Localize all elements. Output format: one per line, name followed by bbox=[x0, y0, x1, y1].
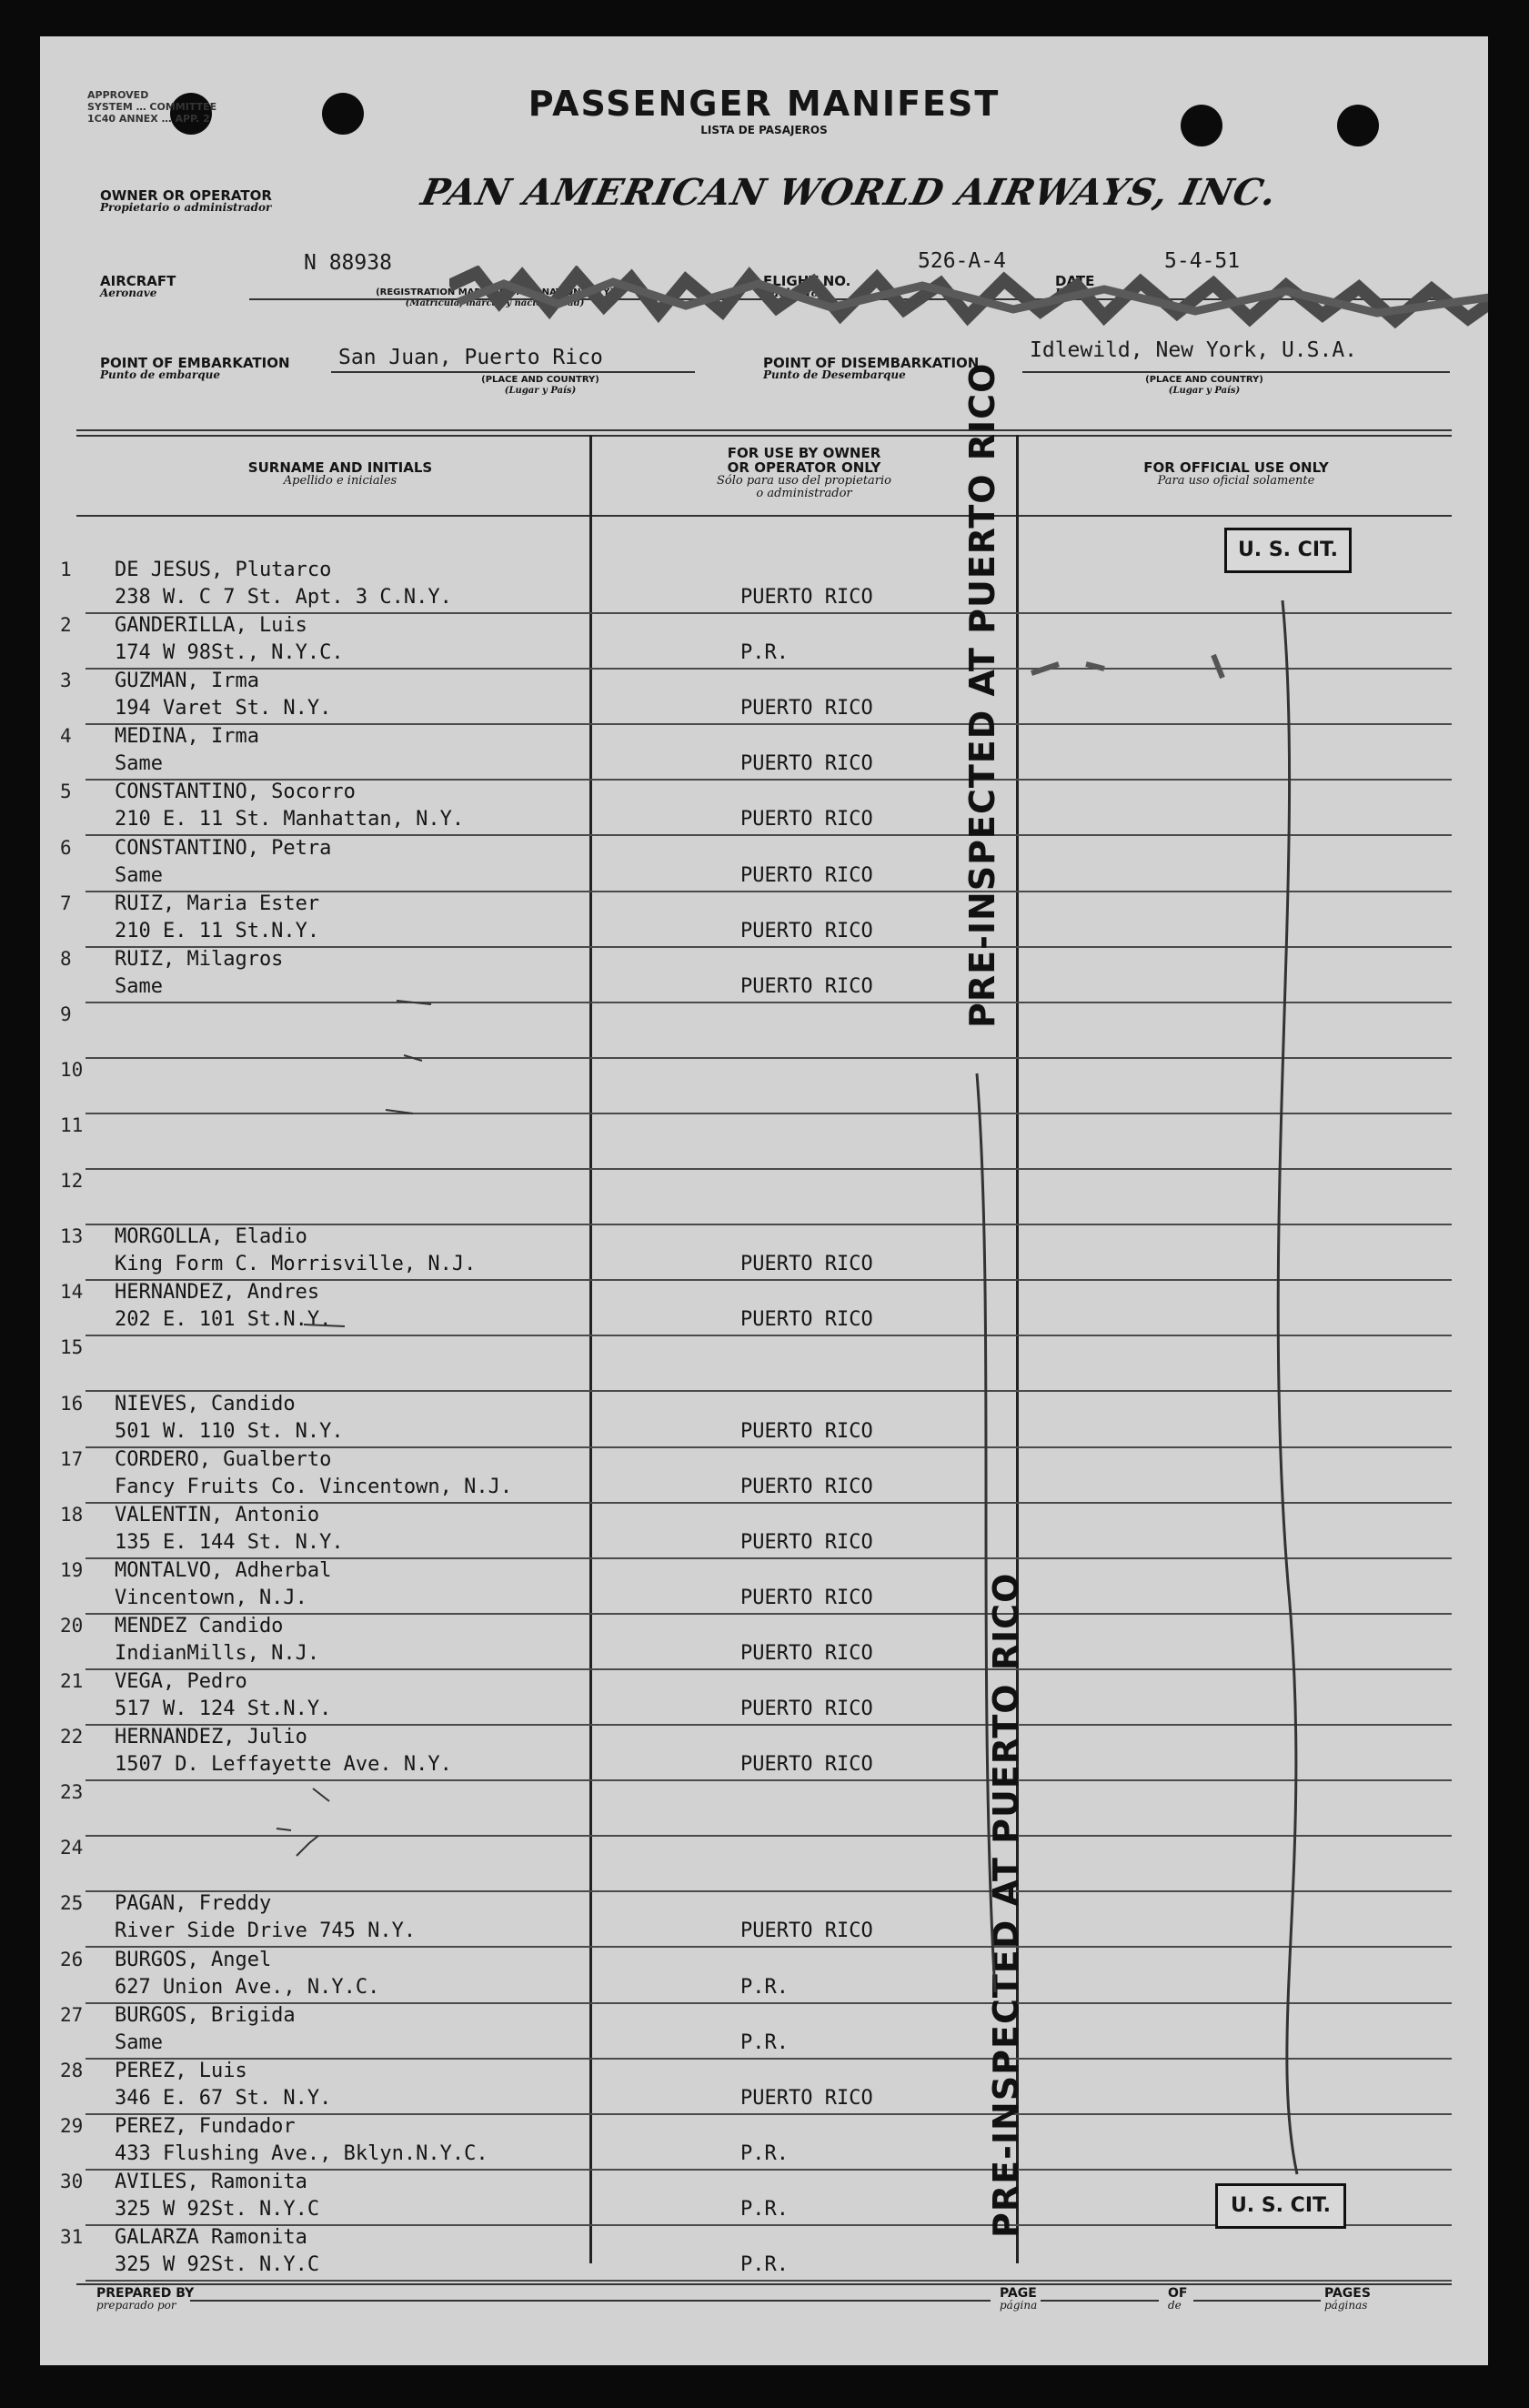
row-number: 5 bbox=[60, 781, 72, 803]
passenger-address: 210 E. 11 St. Manhattan, N.Y. bbox=[115, 808, 465, 831]
passenger-name: RUIZ, Maria Ester bbox=[115, 892, 320, 915]
row-number: 25 bbox=[60, 1892, 84, 1915]
row-number: 18 bbox=[60, 1503, 84, 1526]
passenger-row bbox=[40, 1393, 1488, 1448]
row-number: 13 bbox=[60, 1225, 84, 1248]
passenger-name: VEGA, Pedro bbox=[115, 1670, 247, 1693]
passenger-name: RUIZ, Milagros bbox=[115, 947, 284, 971]
date-label: DATE bbox=[1055, 273, 1095, 289]
us-citizen-stamp-top: U. S. CIT. bbox=[1224, 528, 1352, 573]
aircraft-label: AIRCRAFT bbox=[100, 273, 176, 289]
embark-place-note: (PLACE AND COUNTRY) (Lugar y País) bbox=[481, 375, 599, 396]
row-number: 4 bbox=[60, 725, 72, 748]
row-number: 31 bbox=[60, 2226, 84, 2248]
redaction-scribble bbox=[449, 266, 1488, 329]
passenger-nationality: P.R. bbox=[740, 2141, 789, 2165]
passenger-nationality: PUERTO RICO bbox=[740, 1698, 873, 1720]
row-number: 10 bbox=[60, 1058, 84, 1081]
passenger-name: MEDINA, Irma bbox=[115, 725, 259, 749]
passenger-name: BURGOS, Brigida bbox=[115, 2003, 296, 2027]
disembark-value: Idlewild, New York, U.S.A. bbox=[1030, 338, 1358, 362]
approval-note: APPROVED SYSTEM … COMMITTEE 1C40 ANNEX … APP. 2 bbox=[87, 89, 217, 125]
passenger-name: VALENTIN, Antonio bbox=[115, 1503, 320, 1526]
passenger-address: River Side Drive 745 N.Y. bbox=[115, 1919, 417, 1943]
col-header-official: FOR OFFICIAL USE ONLY Para uso oficial solamente bbox=[1143, 459, 1329, 488]
manifest-sheet bbox=[40, 36, 1488, 2365]
passenger-address: 346 E. 67 St. N.Y. bbox=[115, 2086, 332, 2110]
row-number: 11 bbox=[60, 1114, 84, 1136]
flight-label-es: Vuelo No. bbox=[763, 287, 822, 299]
row-number: 20 bbox=[60, 1614, 84, 1637]
row-number: 6 bbox=[60, 836, 72, 859]
passenger-address: Vincentown, N.J. bbox=[115, 1586, 307, 1609]
passenger-nationality: PUERTO RICO bbox=[740, 974, 873, 998]
aircraft-label-es: Aeronave bbox=[100, 287, 157, 299]
passenger-row bbox=[40, 1336, 1488, 1392]
passenger-nationality: PUERTO RICO bbox=[740, 1641, 873, 1665]
passenger-row bbox=[40, 1949, 1488, 2004]
passenger-address: 501 W. 110 St. N.Y. bbox=[115, 1419, 344, 1443]
passenger-nationality: PUERTO RICO bbox=[740, 1419, 873, 1443]
passenger-row bbox=[40, 2226, 1488, 2282]
row-number: 12 bbox=[60, 1170, 84, 1193]
flight-value: 526-A-4 bbox=[918, 249, 1006, 273]
row-number: 26 bbox=[60, 1948, 84, 1970]
passenger-row bbox=[40, 1559, 1488, 1615]
passenger-name: DE JESUS, Plutarco bbox=[115, 559, 332, 581]
passenger-address: 325 W 92St. N.Y.C bbox=[115, 2253, 320, 2276]
passenger-row bbox=[40, 2004, 1488, 2060]
passenger-nationality: PUERTO RICO bbox=[740, 1308, 873, 1332]
passenger-address: IndianMills, N.J. bbox=[115, 1641, 320, 1665]
passenger-nationality: PUERTO RICO bbox=[740, 586, 873, 609]
passenger-address: Fancy Fruits Co. Vincentown, N.J. bbox=[115, 1475, 513, 1498]
passenger-address: 135 E. 144 St. N.Y. bbox=[115, 1530, 344, 1554]
col-header-surname: SURNAME AND INITIALS Apellido e iniciales bbox=[247, 459, 433, 488]
disembark-place-note: (PLACE AND COUNTRY) (Lugar y País) bbox=[1145, 375, 1263, 396]
passenger-address: 1507 D. Leffayette Ave. N.Y. bbox=[115, 1753, 452, 1777]
passenger-nationality: PUERTO RICO bbox=[740, 808, 873, 831]
passenger-row bbox=[40, 1670, 1488, 1726]
row-number: 3 bbox=[60, 670, 72, 692]
passenger-nationality: PUERTO RICO bbox=[740, 697, 873, 720]
pre-inspected-stamp-top: PRE-INSPECTED AT PUERTO RICO bbox=[962, 362, 1002, 1028]
row-number: 16 bbox=[60, 1392, 84, 1415]
row-number: 28 bbox=[60, 2059, 84, 2081]
row-number: 29 bbox=[60, 2114, 84, 2137]
row-number: 7 bbox=[60, 892, 72, 914]
page-title: PASSENGER MANIFEST bbox=[528, 84, 1001, 124]
passenger-name: CORDERO, Gualberto bbox=[115, 1447, 332, 1471]
of-label: OF bbox=[1168, 2286, 1188, 2301]
row-rule bbox=[86, 2280, 1452, 2282]
disembark-label-es: Punto de Desembarque bbox=[763, 368, 906, 381]
passenger-nationality: P.R. bbox=[740, 1975, 789, 1999]
passenger-nationality: PUERTO RICO bbox=[740, 919, 873, 942]
row-number: 23 bbox=[60, 1781, 84, 1804]
passenger-row bbox=[40, 1003, 1488, 1059]
prepared-by-label: PREPARED BY bbox=[96, 2286, 195, 2301]
passenger-address: King Form C. Morrisville, N.J. bbox=[115, 1253, 477, 1276]
passenger-row bbox=[40, 614, 1488, 670]
passenger-nationality: PUERTO RICO bbox=[740, 752, 873, 776]
row-number: 14 bbox=[60, 1281, 84, 1304]
passenger-name: AVILES, Ramonita bbox=[115, 2170, 307, 2193]
airline-name: PAN AMERICAN WORLD AIRWAYS, INC. bbox=[417, 171, 1282, 214]
row-number: 17 bbox=[60, 1447, 84, 1470]
passenger-row bbox=[40, 1281, 1488, 1336]
passenger-address: Same bbox=[115, 752, 163, 776]
passenger-address: 210 E. 11 St.N.Y. bbox=[115, 919, 320, 942]
passenger-nationality: PUERTO RICO bbox=[740, 1530, 873, 1554]
passenger-nationality: PUERTO RICO bbox=[740, 1753, 873, 1777]
passenger-row bbox=[40, 2115, 1488, 2171]
passenger-row bbox=[40, 1170, 1488, 1225]
passenger-name: PEREZ, Luis bbox=[115, 2059, 247, 2082]
passenger-nationality: PUERTO RICO bbox=[740, 1919, 873, 1943]
passenger-row bbox=[40, 892, 1488, 948]
passenger-row bbox=[40, 1837, 1488, 1892]
passenger-nationality: P.R. bbox=[740, 641, 789, 665]
passenger-row bbox=[40, 725, 1488, 781]
passenger-row bbox=[40, 1781, 1488, 1837]
passenger-row bbox=[40, 1225, 1488, 1281]
passenger-name: PAGAN, Freddy bbox=[115, 1892, 272, 1916]
row-number: 1 bbox=[60, 559, 72, 580]
col-header-owner-use: FOR USE BY OWNER OR OPERATOR ONLY Sólo para uso del propietario o administrador bbox=[716, 445, 892, 500]
passenger-nationality: PUERTO RICO bbox=[740, 863, 873, 887]
row-number: 22 bbox=[60, 1726, 84, 1748]
disembark-label: POINT OF DISEMBARKATION bbox=[763, 355, 980, 371]
row-number: 24 bbox=[60, 1837, 84, 1859]
passenger-address: 517 W. 124 St.N.Y. bbox=[115, 1698, 332, 1720]
embark-label-es: Punto de embarque bbox=[100, 368, 220, 381]
row-number: 27 bbox=[60, 2003, 84, 2026]
us-citizen-stamp-bottom: U. S. CIT. bbox=[1215, 2183, 1346, 2229]
row-number: 9 bbox=[60, 1002, 72, 1025]
passenger-name: HERNANDEZ, Andres bbox=[115, 1281, 320, 1305]
passenger-address: 174 W 98St., N.Y.C. bbox=[115, 641, 344, 665]
passenger-nationality: PUERTO RICO bbox=[740, 1586, 873, 1609]
passenger-address: 433 Flushing Ave., Bklyn.N.Y.C. bbox=[115, 2141, 488, 2165]
pages-label-es: páginas bbox=[1324, 2299, 1368, 2312]
row-number: 30 bbox=[60, 2170, 84, 2192]
date-value: 5-4-51 bbox=[1164, 249, 1241, 273]
passenger-row bbox=[40, 781, 1488, 836]
pre-inspected-stamp-bottom: PRE-INSPECTED AT PUERTO RICO bbox=[986, 1572, 1026, 2238]
passenger-name: HERNANDEZ, Julio bbox=[115, 1726, 307, 1749]
aircraft-sub: (REGISTRATION MARKINGS AND NATIONALITY) (Matricula, marcas y nacionalidad) bbox=[376, 287, 614, 308]
passenger-name: NIEVES, Candido bbox=[115, 1392, 296, 1416]
passenger-name: BURGOS, Angel bbox=[115, 1948, 272, 1971]
passenger-nationality: PUERTO RICO bbox=[740, 1253, 873, 1276]
passenger-row bbox=[40, 1726, 1488, 1781]
passenger-nationality: P.R. bbox=[740, 2030, 789, 2054]
passenger-row bbox=[40, 1504, 1488, 1559]
passenger-name: PEREZ, Fundador bbox=[115, 2114, 296, 2138]
passenger-address: Same bbox=[115, 974, 163, 998]
of-label-es: de bbox=[1168, 2299, 1182, 2312]
passenger-name: MENDEZ Candido bbox=[115, 1614, 284, 1637]
embark-value: San Juan, Puerto Rico bbox=[338, 346, 603, 369]
passenger-row bbox=[40, 1892, 1488, 1948]
pages-label: PAGES bbox=[1324, 2286, 1371, 2301]
passenger-row bbox=[40, 1615, 1488, 1670]
prepared-by-label-es: preparado por bbox=[96, 2299, 176, 2312]
row-number: 15 bbox=[60, 1336, 84, 1359]
passenger-name: CONSTANTINO, Petra bbox=[115, 836, 332, 860]
date-label-es: Fecha bbox=[1055, 287, 1091, 299]
passenger-name: GUZMAN, Irma bbox=[115, 670, 259, 693]
row-number: 19 bbox=[60, 1558, 84, 1581]
passenger-address: Same bbox=[115, 2030, 163, 2054]
passenger-name: GALARZA Ramonita bbox=[115, 2226, 307, 2249]
passenger-row bbox=[40, 670, 1488, 725]
passenger-address: 202 E. 101 St.N.Y. bbox=[115, 1308, 332, 1332]
passenger-name: MORGOLLA, Eladio bbox=[115, 1225, 307, 1249]
passenger-row bbox=[40, 948, 1488, 1003]
embark-label: POINT OF EMBARKATION bbox=[100, 355, 290, 371]
passenger-nationality: P.R. bbox=[740, 2197, 789, 2221]
passenger-nationality: P.R. bbox=[740, 2253, 789, 2276]
row-number: 21 bbox=[60, 1670, 84, 1692]
passenger-address: Same bbox=[115, 863, 163, 887]
passenger-name: GANDERILLA, Luis bbox=[115, 614, 307, 638]
passenger-row bbox=[40, 1114, 1488, 1170]
passenger-row bbox=[40, 1059, 1488, 1114]
page-subtitle: LISTA DE PASAJEROS bbox=[700, 124, 828, 136]
passenger-row bbox=[40, 1448, 1488, 1504]
page-label: PAGE bbox=[1000, 2286, 1037, 2301]
row-number: 8 bbox=[60, 947, 72, 970]
passenger-address: 627 Union Ave., N.Y.C. bbox=[115, 1975, 380, 1999]
owner-label: OWNER OR OPERATOR bbox=[100, 187, 272, 204]
passenger-name: MONTALVO, Adherbal bbox=[115, 1558, 332, 1582]
passenger-address: 238 W. C 7 St. Apt. 3 C.N.Y. bbox=[115, 586, 452, 609]
passenger-nationality: PUERTO RICO bbox=[740, 2086, 873, 2110]
passenger-row bbox=[40, 837, 1488, 892]
passenger-address: 194 Varet St. N.Y. bbox=[115, 697, 332, 720]
flight-label: FLIGHT NO. bbox=[763, 273, 851, 289]
passenger-row bbox=[40, 2060, 1488, 2115]
aircraft-value: N 88938 bbox=[304, 251, 392, 275]
passenger-address: 325 W 92St. N.Y.C bbox=[115, 2197, 320, 2221]
page-label-es: página bbox=[1000, 2299, 1038, 2312]
owner-label-es: Propietario o administrador bbox=[100, 201, 272, 214]
passenger-name: CONSTANTINO, Socorro bbox=[115, 781, 356, 804]
row-number: 2 bbox=[60, 614, 72, 637]
passenger-nationality: PUERTO RICO bbox=[740, 1475, 873, 1498]
